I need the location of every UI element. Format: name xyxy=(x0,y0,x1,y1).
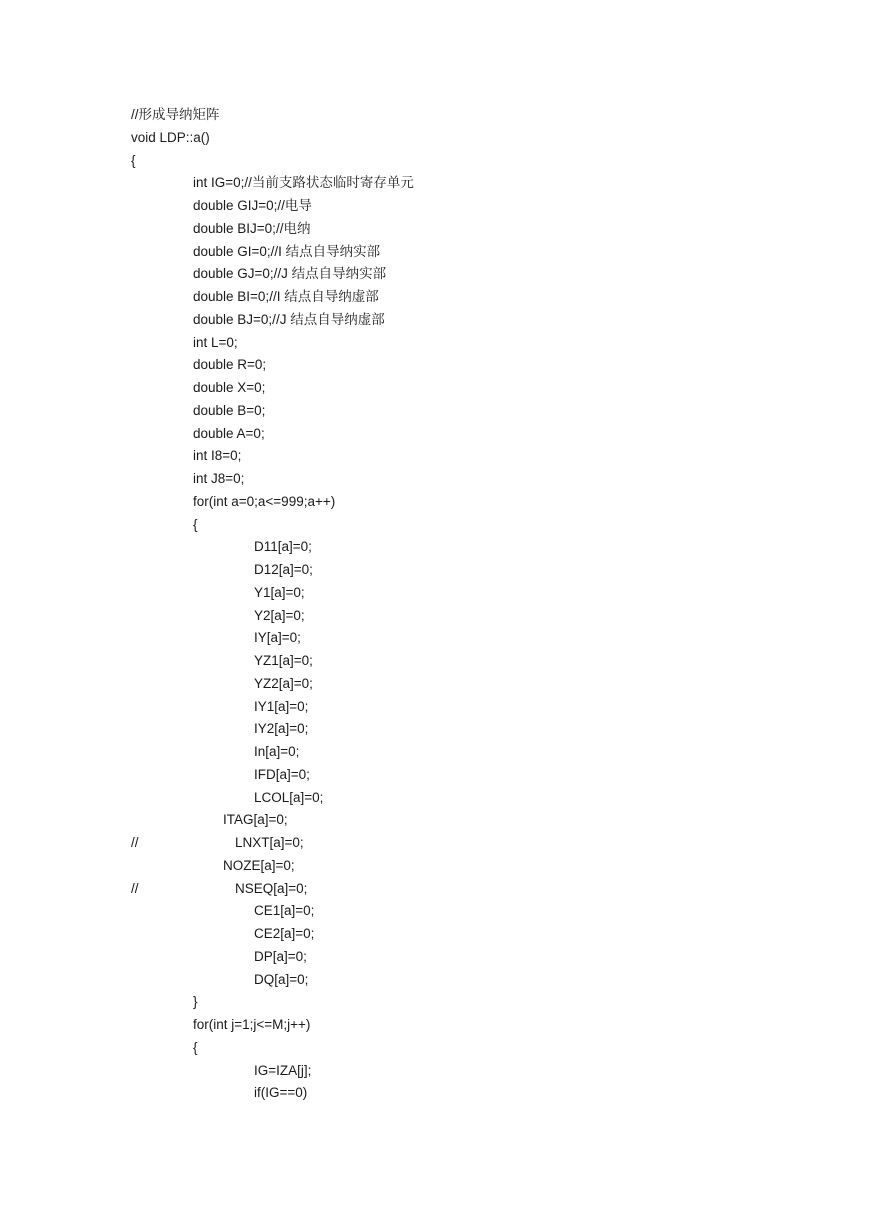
code-text: } xyxy=(193,994,198,1010)
code-line xyxy=(0,218,869,241)
code-listing xyxy=(0,104,869,1105)
code-line xyxy=(0,878,869,901)
code-line xyxy=(0,172,869,195)
code-text: DQ[a]=0; xyxy=(254,971,309,987)
code-line xyxy=(0,673,869,696)
code-line xyxy=(0,1037,869,1060)
code-line xyxy=(0,855,869,878)
code-line xyxy=(0,445,869,468)
code-line xyxy=(0,104,869,127)
code-text: Y1[a]=0; xyxy=(254,584,305,600)
code-line xyxy=(0,1060,869,1083)
code-line xyxy=(0,627,869,650)
code-line xyxy=(0,468,869,491)
code-text: D12[a]=0; xyxy=(254,562,313,577)
code-text: IFD[a]=0; xyxy=(254,766,310,782)
code-text: NOZE[a]=0; xyxy=(223,857,295,873)
code-line xyxy=(0,286,869,309)
code-line xyxy=(0,741,869,764)
code-line xyxy=(0,559,869,582)
code-text: double BI=0;//I 结点自导纳虚部 xyxy=(193,289,379,304)
code-line xyxy=(0,354,869,377)
code-text: double X=0; xyxy=(193,380,266,395)
code-line xyxy=(0,764,869,787)
code-line xyxy=(0,241,869,264)
code-text: double GJ=0;//J 结点自导纳实部 xyxy=(193,266,387,282)
code-line xyxy=(0,1014,869,1037)
code-line xyxy=(0,127,869,150)
code-text: YZ1[a]=0; xyxy=(254,653,313,668)
code-text: double A=0; xyxy=(193,425,265,441)
code-text: //形成导纳矩阵 xyxy=(131,107,220,122)
code-line xyxy=(0,787,869,810)
code-text: double GI=0;//I 结点自导纳实部 xyxy=(193,243,381,259)
code-text: double BJ=0;//J 结点自导纳虚部 xyxy=(193,311,385,327)
code-text: double GIJ=0;//电导 xyxy=(193,198,312,213)
code-text: if(IG==0) xyxy=(254,1085,308,1101)
code-text: double BIJ=0;//电纳 xyxy=(193,220,311,236)
code-text: void LDP::a() xyxy=(131,129,210,145)
code-line xyxy=(0,491,869,514)
code-text: { xyxy=(193,516,198,532)
code-text: int I8=0; xyxy=(193,448,242,464)
code-line xyxy=(0,923,869,946)
code-text: Y2[a]=0; xyxy=(254,607,305,623)
code-line xyxy=(0,400,869,423)
code-line xyxy=(0,650,869,673)
code-text: for(int j=1;j<=M;j++) xyxy=(193,1017,311,1032)
code-text: double B=0; xyxy=(193,402,266,418)
comment-marker: // xyxy=(131,835,139,850)
code-line xyxy=(0,605,869,628)
code-line xyxy=(0,150,869,173)
code-text: double R=0; xyxy=(193,357,267,373)
code-text: IG=IZA[j]; xyxy=(254,1062,312,1078)
code-line xyxy=(0,969,869,992)
code-line xyxy=(0,536,869,559)
code-line xyxy=(0,263,869,286)
code-text: ITAG[a]=0; xyxy=(223,812,288,828)
code-line xyxy=(0,514,869,537)
code-text: IY[a]=0; xyxy=(254,630,301,646)
code-text: int L=0; xyxy=(193,334,238,350)
code-text: IY2[a]=0; xyxy=(254,721,309,737)
code-text: LNXT[a]=0; xyxy=(235,835,304,850)
code-line xyxy=(0,423,869,446)
code-line xyxy=(0,946,869,969)
comment-marker: // xyxy=(131,880,139,896)
code-line xyxy=(0,195,869,218)
code-line xyxy=(0,991,869,1014)
code-line xyxy=(0,900,869,923)
code-line xyxy=(0,1082,869,1105)
code-text: CE2[a]=0; xyxy=(254,926,315,941)
code-text: for(int a=0;a<=999;a++) xyxy=(193,493,336,509)
code-text: NSEQ[a]=0; xyxy=(235,880,308,896)
code-text: YZ2[a]=0; xyxy=(254,675,313,691)
code-line xyxy=(0,809,869,832)
code-text: LCOL[a]=0; xyxy=(254,789,324,805)
code-text: CE1[a]=0; xyxy=(254,903,315,919)
code-line xyxy=(0,832,869,855)
code-line xyxy=(0,309,869,332)
code-line xyxy=(0,718,869,741)
code-line xyxy=(0,582,869,605)
code-text: { xyxy=(193,1039,198,1055)
code-text: D11[a]=0; xyxy=(254,539,312,555)
code-text: int IG=0;//当前支路状态临时寄存单元 xyxy=(193,175,414,191)
code-text: DP[a]=0; xyxy=(254,948,307,964)
code-text: { xyxy=(131,152,136,168)
code-line xyxy=(0,332,869,355)
code-line xyxy=(0,696,869,719)
code-line xyxy=(0,377,869,400)
code-text: IY1[a]=0; xyxy=(254,698,309,714)
code-text: In[a]=0; xyxy=(254,744,300,759)
code-text: int J8=0; xyxy=(193,471,245,486)
